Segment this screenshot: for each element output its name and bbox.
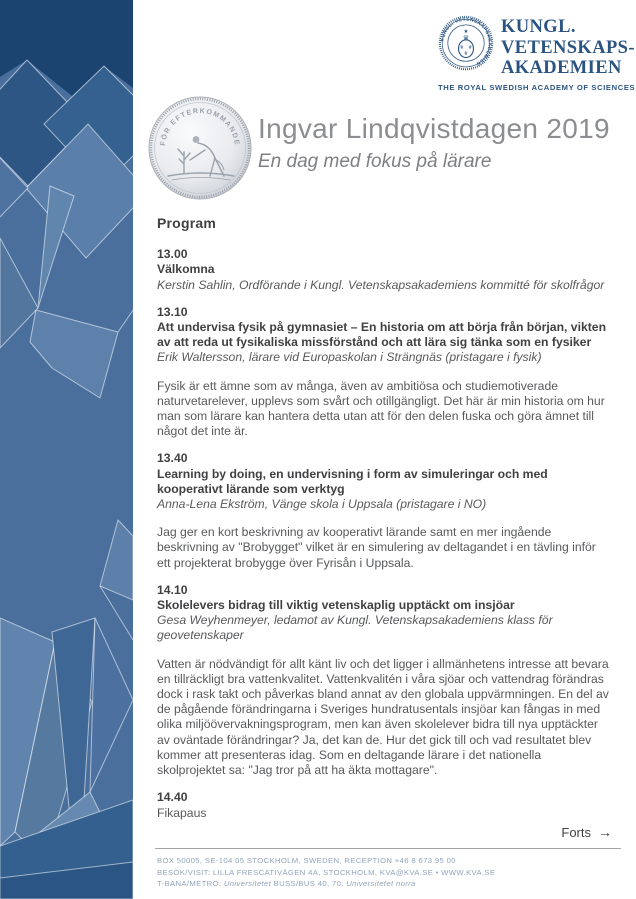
item-title: Skolelevers bidrag till viktig vetenskaplig upptäckt om insjöar: [157, 598, 515, 613]
footer-address-line: BOX 50005, SE-104 05 STOCKHOLM, SWEDEN, RECEPTION +46 8 673 95 00: [157, 856, 456, 865]
program-item-1410: [157, 583, 612, 778]
item-time: 13.10: [157, 304, 188, 319]
seal-crown-icon: ♛: [462, 33, 470, 43]
arrow-right-icon: →: [598, 824, 612, 840]
wordmark-line3: AKADEMIEN: [501, 58, 622, 78]
item-description: Vatten är nödvändigt för allt känt liv och det ligger i allmänhetens intresse att bevara en tillräckligt bra vattenkvalitet. Vattenkvalitén i våra sjöar och vattendrag förändras dock i rask takt och påverkas bland annat av den globala uppvärmningen. En del av de pågående förändringarna i Sveriges hundratusentals insjöar kan fångas in med olika miljöövervakningsprogram, men kan även skolelever bidra till nya upptäckter av oväntade förändringar? Ja, det kan de. Hur det gick till och vad resultatet blev kommer att presenteras idag. Som en deltagande lärare i det nationella skolprojektet sa: "Jag tror på att ha äkta mottagare".: [157, 656, 609, 778]
svg-text:♛: ♛: [463, 50, 469, 56]
kva-seal-icon: [438, 14, 494, 74]
seal-star-icon: ★: [463, 28, 469, 35]
item-title: Fikapaus: [157, 805, 207, 820]
svg-text:♛: ♛: [468, 44, 473, 50]
program-item-1440: [157, 790, 612, 820]
program-item-1340: [157, 451, 612, 570]
event-subtitle: En dag med fokus på lärare: [258, 151, 492, 172]
item-title: Att undervisa fysik på gymnasiet – En historia om att börja från början, vikten av att reda ut fysikaliska missförstånd och att lära sig tänka som en fysiker: [157, 320, 607, 350]
item-title: Learning by doing, en undervisning i form av simuleringar och med kooperativt lärande som verktyg: [157, 466, 548, 496]
academy-logo: [438, 14, 636, 92]
item-speaker: Gesa Weyhenmeyer, ledamot av Kungl. Vetenskapsakademiens klass för geovetenskaper: [157, 613, 553, 643]
contact-footer: [157, 855, 627, 890]
seal-ring-text: KUNGL. VETENSKAPSAKADEMIEN: [439, 16, 493, 67]
item-time: 13.40: [157, 451, 188, 466]
program-heading: Program: [157, 215, 216, 231]
item-title: Välkomna: [157, 262, 215, 277]
footer-transport-line: T-BANA/METRO: Universitetet BUSS/BUS 40, 70: Universitetet norra: [157, 879, 416, 889]
wordmark-line1: KUNGL.: [501, 17, 576, 37]
wordmark-line2: VETENSKAPS-: [501, 37, 635, 58]
item-speaker: Erik Waltersson, lärare vid Europaskolan i Strängnäs (pristagare i fysik): [157, 350, 542, 365]
item-description: Jag ger en kort beskrivning av kooperativt lärande samt en mer ingående beskrivning av "Brobygget" vilket är en simulering av deltagandet i en tävling inför ett projekterat brobygge över Fyrisån i Uppsala.: [157, 525, 596, 570]
footer-divider: [155, 848, 621, 849]
footer-visit-line: BESÖK/VISIT: LILLA FRESCATIVÄGEN 4A, STOCKHOLM, KVA@KVA.SE • WWW.KVA.SE: [157, 867, 496, 877]
continuation-marker: [157, 824, 612, 840]
academy-tagline: THE ROYAL SWEDISH ACADEMY OF SCIENCES: [438, 82, 636, 92]
item-time: 14.40: [157, 790, 188, 805]
medal-ring-text: FÖR EFTERKOMMANDE: [159, 107, 241, 147]
decorative-sidebar-pattern: [0, 0, 133, 899]
program-schedule: [157, 216, 612, 833]
academy-wordmark: [501, 14, 635, 79]
item-description: Fysik är ett ämne som av många, även av ambitiösa och studiemotiverade naturvetarelever, upplevs som svårt och otillgängligt. Det här är min historia om hur man som lärare kan hantera detta utan att för den delen fuska och göra ämnet till något det inte är.: [157, 378, 605, 439]
medal-icon: [148, 96, 252, 200]
item-speaker: Anna-Lena Ekström, Vänge skola i Uppsala (pristagare i NO): [157, 497, 487, 512]
item-time: 14.10: [157, 582, 188, 597]
event-title: Ingvar Lindqvistdagen 2019: [258, 113, 610, 144]
seal-three-crowns-icon: ♛: [459, 44, 464, 50]
item-time: 13.00: [157, 247, 188, 262]
faceted-pattern-graphic: [0, 0, 133, 899]
program-item-1310: [157, 305, 612, 440]
continuation-label: Forts: [561, 825, 591, 840]
item-speaker: Kerstin Sahlin, Ordförande i Kungl. Vetenskapsakademiens kommitté för skolfrågor: [157, 277, 605, 292]
program-item-1300: [157, 247, 612, 293]
